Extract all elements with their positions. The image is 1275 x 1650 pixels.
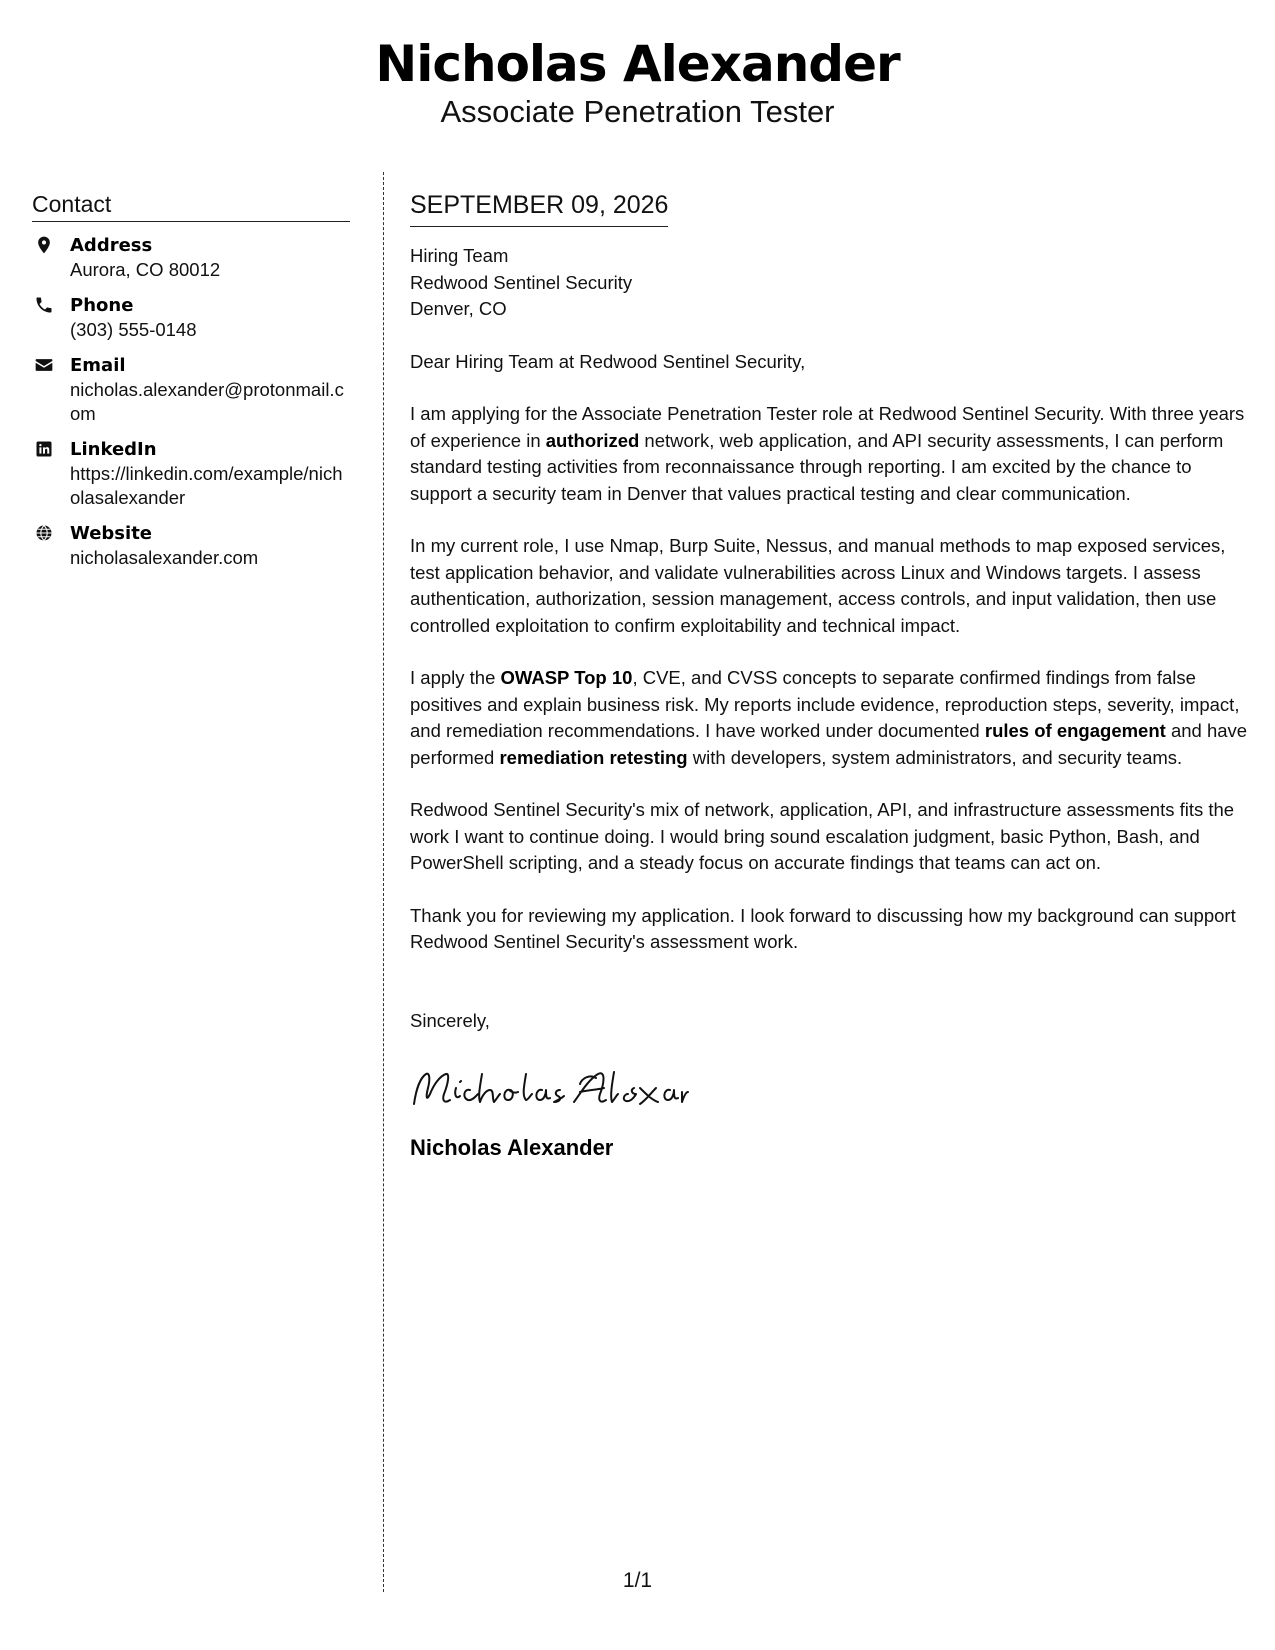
contact-value: Aurora, CO 80012 <box>70 259 221 280</box>
recipient-block <box>410 243 1250 323</box>
text-run: I am applying for the Associate Penetration Tester role at Redwood Sentinel Security. With three years of experience in <box>410 403 1245 451</box>
contact-sidebar <box>32 190 350 582</box>
emphasis-text: OWASP Top 10 <box>500 667 633 688</box>
text-run: and have performed <box>410 720 1248 768</box>
applicant-name: Nicholas Alexander <box>375 35 900 93</box>
recipient-line: Redwood Sentinel Security <box>410 271 633 293</box>
contact-label: LinkedIn <box>70 439 157 460</box>
text-run: I apply the <box>410 667 501 688</box>
paragraph-fit: Redwood Sentinel Security's mix of network, application, API, and infrastructure assessments fits the work I want to continue doing. I would bring sound escalation judgment, basic Python, Bash, and PowerShell scripting, and a steady focus on accurate findings that teams can act on. <box>410 799 1235 873</box>
recipient-line: Denver, CO <box>410 298 507 319</box>
paragraph-experience: In my current role, I use Nmap, Burp Suite, Nessus, and manual methods to map exposed services, test application behavior, and validate vulnerabilities across Linux and Windows targets. I assess authentication, authorization, session management, access controls, and input validation, then use controlled exploitation to confirm exploitability and technical impact. <box>410 535 1226 636</box>
contact-label: Phone <box>70 295 134 316</box>
contact-value: nicholas.alexander@protonmail.com <box>70 379 344 424</box>
page-number: 1/1 <box>622 1569 653 1592</box>
emphasis-text: remediation retesting <box>499 746 688 768</box>
contact-value: nicholasalexander.com <box>70 547 259 568</box>
contact-label: Website <box>70 523 153 544</box>
signer-name: Nicholas Alexander <box>410 1134 614 1160</box>
paragraph-intro <box>410 401 1250 507</box>
text-run: , CVE, and CVSS concepts to separate confirmed findings from false positives and explain business risk. My reports include evidence, reproduction steps, severity, impact, and remediation recommendations. I have worked under documented <box>410 667 1240 741</box>
contact-item-website <box>32 522 350 570</box>
applicant-title: Associate Penetration Tester <box>440 94 835 129</box>
letter-date: SEPTEMBER 09, 2026 <box>410 190 668 227</box>
contact-item-email <box>32 354 350 426</box>
handwritten-signature <box>410 1064 690 1112</box>
contact-label: Email <box>70 355 126 376</box>
contact-value: (303) 555-0148 <box>70 319 197 340</box>
column-divider <box>383 172 384 1592</box>
letter-body <box>410 190 1250 1162</box>
contact-value: https://linkedin.com/example/nicholasalexander <box>70 463 343 508</box>
text-run: with developers, system administrators, and security teams. <box>687 746 1183 768</box>
letter-header <box>0 34 1275 130</box>
contact-heading: Contact <box>32 190 350 222</box>
globe-icon <box>34 523 54 543</box>
emphasis-text: rules of engagement <box>984 720 1166 741</box>
map-pin-icon <box>34 235 54 255</box>
recipient-line: Hiring Team <box>410 245 509 266</box>
contact-item-linkedin <box>32 438 350 510</box>
salutation: Dear Hiring Team at Redwood Sentinel Security, <box>410 350 806 372</box>
phone-icon <box>34 295 54 315</box>
contact-list <box>32 234 350 570</box>
contact-label: Address <box>70 235 153 256</box>
linkedin-icon <box>34 439 54 459</box>
paragraph-thanks: Thank you for reviewing my application. I look forward to discussing how my background can support Redwood Sentinel Security's assessment work. <box>410 904 1236 952</box>
contact-item-address <box>32 234 350 282</box>
envelope-icon <box>34 355 54 375</box>
text-run: network, web application, and API security assessments, I can perform standard testing activities from reconnaissance through reporting. I am excited by the chance to support a security team in Denver that values practical testing and clear communication. <box>410 429 1224 504</box>
paragraph-methods <box>410 665 1250 771</box>
closing: Sincerely, <box>410 1009 490 1031</box>
emphasis-text: authorized <box>545 429 640 451</box>
contact-item-phone <box>32 294 350 342</box>
